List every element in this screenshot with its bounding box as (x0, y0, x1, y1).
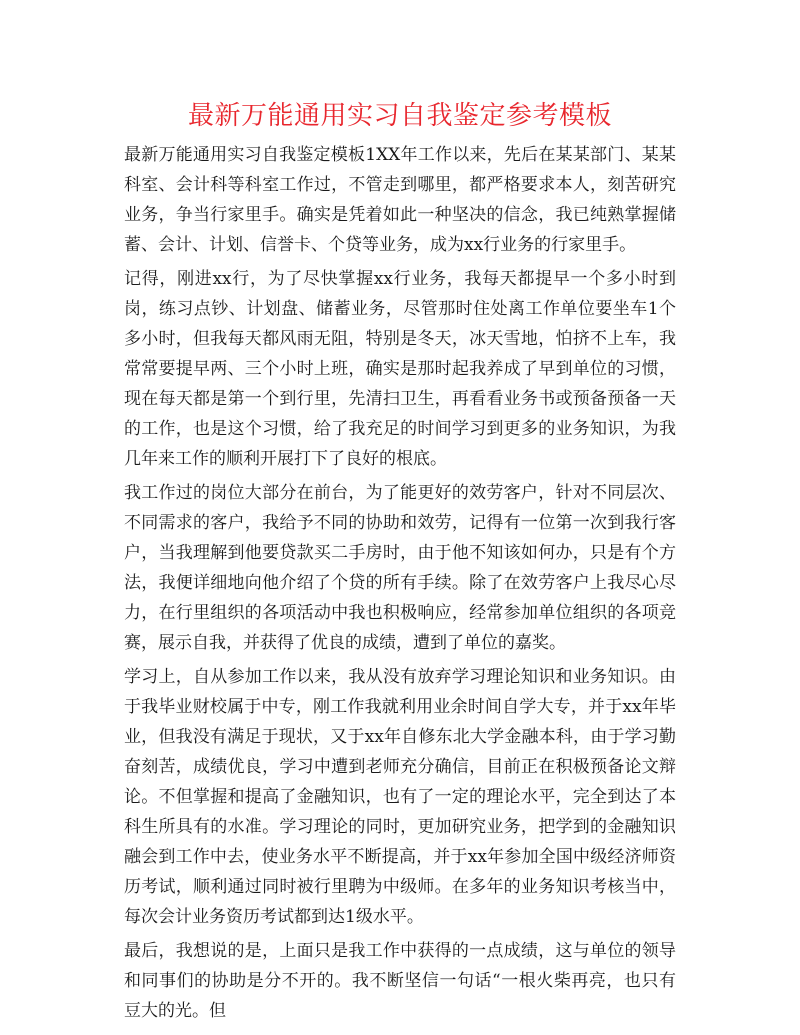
document-title: 最新万能通用实习自我鉴定参考模板 (187, 101, 612, 131)
paragraph-4: 学习上，自从参加工作以来，我从没有放弃学习理论知识和业务知识。由于我毕业财校属于中专，刚工作我就利用业余时间自学大专，并于xx年毕业，但我没有满足于现状，又于xx年自修东北大学金融本科，由于学习勤奋刻苦，成绩优良，学习中遭到老师充分确信，目前正在积极预备论文辩论。不但掌握和提高了金融知识，也有了一定的理论水平，完全到达了本科生所具有的水准。学习理论的同时，更加研究业务，把学到的金融知识融会到工作中去，使业务水平不断提高，并于xx年参加全国中级经济师资历考试，顺利通过同时被行里聘为中级师。在多年的业务知识考核当中，每次会计业务资历考试都到达1级水平。 (124, 667, 676, 927)
paragraph-5: 最后，我想说的是，上面只是我工作中获得的一点成绩，这与单位的领导和同事们的协助是分不开的。我不断坚信一句话“一根火柴再亮，也只有豆大的光。但 (124, 941, 676, 1021)
paragraph-3: 我工作过的岗位大部分在前台，为了能更好的效劳客户，针对不同层次、不同需求的客户，我给予不同的协助和效劳，记得有一位第一次到我行客户，当我理解到他要贷款买二手房时，由于他不知该如何办，只是有个方法，我便详细地向他介绍了个贷的所有手续。除了在效劳客户上我尽心尽力，在行里组织的各项活动中我也积极响应，经常参加单位组织的各项竞赛，展示自我，并获得了优良的成绩，遭到了单位的嘉奖。 (124, 483, 676, 653)
paragraph-1: 最新万能通用实习自我鉴定模板1XX年工作以来，先后在某某部门、某某科室、会计科等科室工作过，不管走到哪里，都严格要求本人，刻苦研究业务，争当行家里手。确实是凭着如此一种坚决的信念，我已纯熟掌握储蓄、会计、计划、信誉卡、个贷等业务，成为xx行业务的行家里手。 (124, 145, 676, 255)
document-body (124, 140, 676, 1030)
paragraph-2: 记得，刚进xx行，为了尽快掌握xx行业务，我每天都提早一个多小时到岗，练习点钞、计划盘、储蓄业务，尽管那时住处离工作单位要坐车1个多小时，但我每天都风雨无阻，特别是冬天，冰天雪地，怕挤不上车，我常常要提早两、三个小时上班，确实是那时起我养成了早到单位的习惯，现在每天都是第一个到行里，先清扫卫生，再看看业务书或预备预备一天的工作，也是这个习惯，给了我充足的时间学习到更多的业务知识，为我几年来工作的顺利开展打下了良好的根底。 (124, 269, 676, 469)
